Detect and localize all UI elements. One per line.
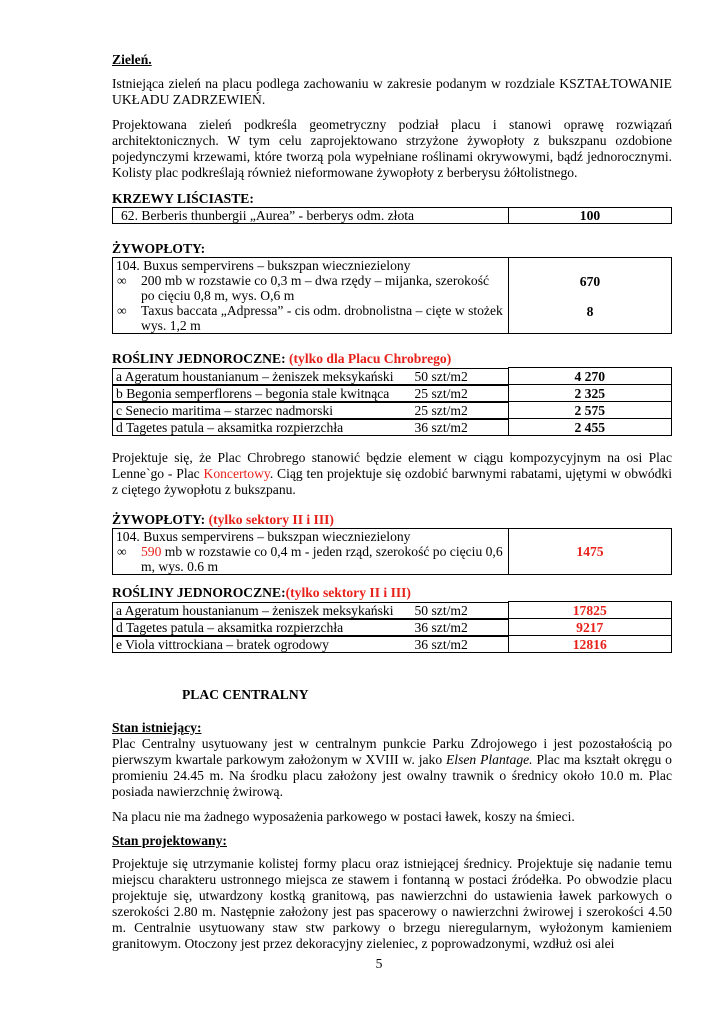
stan-istniejacy-text-b: Plac ma kształt okręgu o promieniu 24.45 m. Na środku placu założony jest owalny trawnik o średnicy około 10.0 m. Plac posiada nawierzchnię żwirową. <box>112 752 672 799</box>
table-row <box>113 529 672 575</box>
krzewy-heading: KRZEWY LIŚCIASTE: <box>112 191 254 206</box>
rosliny-heading <box>112 351 672 367</box>
zywoploty-description <box>113 258 509 334</box>
plant-name: d Tagetes patula – aksamitka rozpierzchła <box>116 619 344 635</box>
zywoploty-table <box>112 257 672 334</box>
table-row <box>112 402 672 419</box>
plant-name: d Tagetes patula – aksamitka rozpierzchła <box>116 419 344 435</box>
infinity-bullet-icon: ∞ <box>117 273 127 288</box>
plant-count: 12816 <box>508 636 672 653</box>
table-row <box>112 368 672 385</box>
plant-density: 50 szt/m2 <box>414 368 468 384</box>
stan-istniejacy-text-a: Plac Centralny usytuowany jest w centralnym punkcie Parku Zdrojowego i jest pozostałością po pierwszym kwartale parkowym założonym w XVIII w. jako <box>112 736 672 767</box>
plant-density: 36 szt/m2 <box>414 419 468 435</box>
chrobry-paragraph <box>112 450 672 498</box>
rosliny2-heading-text: ROŚLINY JEDNOROCZNE: <box>112 585 286 600</box>
zielen-heading: Zieleń. <box>112 52 152 67</box>
stan-istniejacy-paragraph <box>112 736 672 800</box>
zywoploty-bullet-1-text: 200 mb w rozstawie co 0,3 m – dwa rzędy – mijanka, szerokość po cięciu 0,8 m, wys. O,6 m <box>141 273 490 303</box>
zywoploty-bullet-2 <box>116 303 505 333</box>
zielen-paragraph-1: Istniejąca zieleń na placu podlega zachowaniu w zakresie podanym w rozdziale KSZTAŁTOWANIE UKŁADU ZADRZEWIEŃ. <box>112 76 672 107</box>
table-row <box>112 619 672 636</box>
plant-count: 2 455 <box>508 419 672 436</box>
stan-projektowany-heading: Stan projektowany: <box>112 833 227 848</box>
rosliny-table <box>112 367 672 436</box>
zywoploty2-value: 1475 <box>509 529 672 575</box>
table-row <box>113 258 672 334</box>
plant-name: e Viola vittrockiana – bratek ogrodowy <box>116 636 329 652</box>
plant-count: 17825 <box>508 602 672 619</box>
zywoploty-heading: ŻYWOPŁOTY: <box>112 241 206 256</box>
zywoploty2-bullet-text <box>141 544 505 574</box>
krzewy-row-value: 100 <box>509 208 672 224</box>
plant-density: 36 szt/m2 <box>414 619 468 635</box>
zywoploty2-bullet-red: 590 <box>141 544 162 559</box>
zywoploty2-heading-text: ŻYWOPŁOTY: <box>112 512 206 527</box>
infinity-bullet-icon: ∞ <box>117 544 127 559</box>
plant-count: 2 325 <box>508 385 672 402</box>
chrobry-text-red: Koncertowy <box>203 466 270 481</box>
rosliny2-heading-note: (tylko sektory II i III) <box>285 585 411 600</box>
plant-cell <box>112 619 508 636</box>
brak-wyposazenia-paragraph: Na placu nie ma żadnego wyposażenia parkowego w postaci ławek, koszy na śmieci. <box>112 809 575 824</box>
table-row <box>112 602 672 619</box>
plant-count: 2 575 <box>508 402 672 419</box>
plant-density: 25 szt/m2 <box>414 385 468 401</box>
plant-name: a Ageratum houstanianum – żeniszek meksykański <box>116 368 394 384</box>
table-row <box>112 636 672 653</box>
rosliny-heading-note: (tylko dla Placu Chrobrego) <box>289 351 452 366</box>
plant-cell <box>112 402 508 419</box>
chrobry-text-a: Projektuje się, że Plac Chrobrego stanowić będzie element w ciągu kompozycyjnym na osi Plac Lenne`go - Plac <box>112 450 672 481</box>
zywoploty-line-1: 104. Buxus sempervirens – bukszpan wieczniezielony <box>116 258 411 273</box>
zywoploty-bullet-2-text: Taxus baccata „Adpressa” - cis odm. drobnolistna – cięte w stożek wys. 1,2 m <box>141 303 503 333</box>
plant-cell <box>112 419 508 436</box>
plant-name: c Senecio maritima – starzec nadmorski <box>116 402 334 418</box>
plant-cell <box>112 636 508 653</box>
plac-centralny-title: PLAC CENTRALNY <box>182 687 309 702</box>
page-number: 5 <box>375 956 383 971</box>
plant-cell <box>112 368 508 385</box>
zywoploty2-heading-note: (tylko sektory II i III) <box>208 512 334 527</box>
stan-istniejacy-italic: Elsen Plantage. <box>446 752 533 767</box>
zywoploty2-description <box>113 529 509 575</box>
krzewy-table <box>112 207 672 224</box>
plant-count: 9217 <box>508 619 672 636</box>
zywoploty-values <box>509 258 672 334</box>
plant-cell <box>112 385 508 402</box>
stan-istniejacy-heading: Stan istniejący: <box>112 720 202 735</box>
table-row <box>112 419 672 436</box>
rosliny-heading-text: ROŚLINY JEDNOROCZNE: <box>112 351 286 366</box>
plant-density: 50 szt/m2 <box>414 602 468 618</box>
zywoploty2-table <box>112 528 672 575</box>
zywoploty2-heading <box>112 512 672 528</box>
infinity-bullet-icon: ∞ <box>117 303 127 318</box>
stan-projektowany-paragraph: Projektuje się utrzymanie kolistej formy placu oraz istniejącej średnicy. Projektuje się nadanie temu miejscu charakteru ustronnego miejsca ze stawem i fontanną w postaci źródełka. Po obwodzie placu projektuje się, utwardzony kostką granitową, pas nawierzchni do ustawienia ławek parkowych o szerokości 2.80 m. Następnie założony jest pas spacerowy o nawierzchni żwirowej i szerokości 4.50 m. Centralnie usytuowany staw stw parkowy o brzegu nieregularnym, wyłożonym kamieniem granitowym. Otoczony jest przez dekoracyjny zieleniec, z poprowadzonymi, wzdłuż osi alei <box>112 856 672 951</box>
zywoploty2-line-1: 104. Buxus sempervirens – bukszpan wieczniezielony <box>116 529 411 544</box>
rosliny2-table <box>112 601 672 653</box>
table-row <box>113 208 672 224</box>
plant-count: 4 270 <box>508 368 672 385</box>
zywoploty-bullet-1 <box>116 273 505 303</box>
zywoploty-value-1: 670 <box>579 274 601 289</box>
plant-density: 25 szt/m2 <box>414 402 468 418</box>
plant-cell <box>112 602 508 619</box>
page-content <box>112 52 672 952</box>
zywoploty2-bullet <box>116 544 505 574</box>
zielen-paragraph-2: Projektowana zieleń podkreśla geometryczny podział placu i stanowi oprawę rozwiązań architektonicznych. W tym celu zaprojektowano strzyżone żywopłoty z bukszpanu ozdobione pojedynczymi krzewami, które tworzą pola wypełniane roślinami okrywowymi, bądź jednorocznymi. Kolisty plac podkreślają również nieformowane żywopłoty z berberysu żółtolistnego. <box>112 117 672 180</box>
zywoploty2-bullet-rest: mb w rozstawie co 0,4 m - jeden rząd, szerokość po cięciu 0,6 m, wys. 0.6 m <box>141 544 503 574</box>
table-row <box>112 385 672 402</box>
zywoploty-value-2: 8 <box>586 304 594 319</box>
krzewy-row-text: 62. Berberis thunbergii „Aurea” - berberys odm. złota <box>113 208 509 224</box>
plant-density: 36 szt/m2 <box>414 636 468 652</box>
chrobry-text-b: . Ciąg ten projektuje się ozdobić barwnymi rabatami, ujętymi w obwódki z ciętego żywopłotu z bukszpanu. <box>112 466 672 497</box>
rosliny2-heading <box>112 585 672 601</box>
plant-name: a Ageratum houstanianum – żeniszek meksykański <box>116 602 394 618</box>
plant-name: b Begonia semperflorens – begonia stale kwitnąca <box>116 385 390 401</box>
